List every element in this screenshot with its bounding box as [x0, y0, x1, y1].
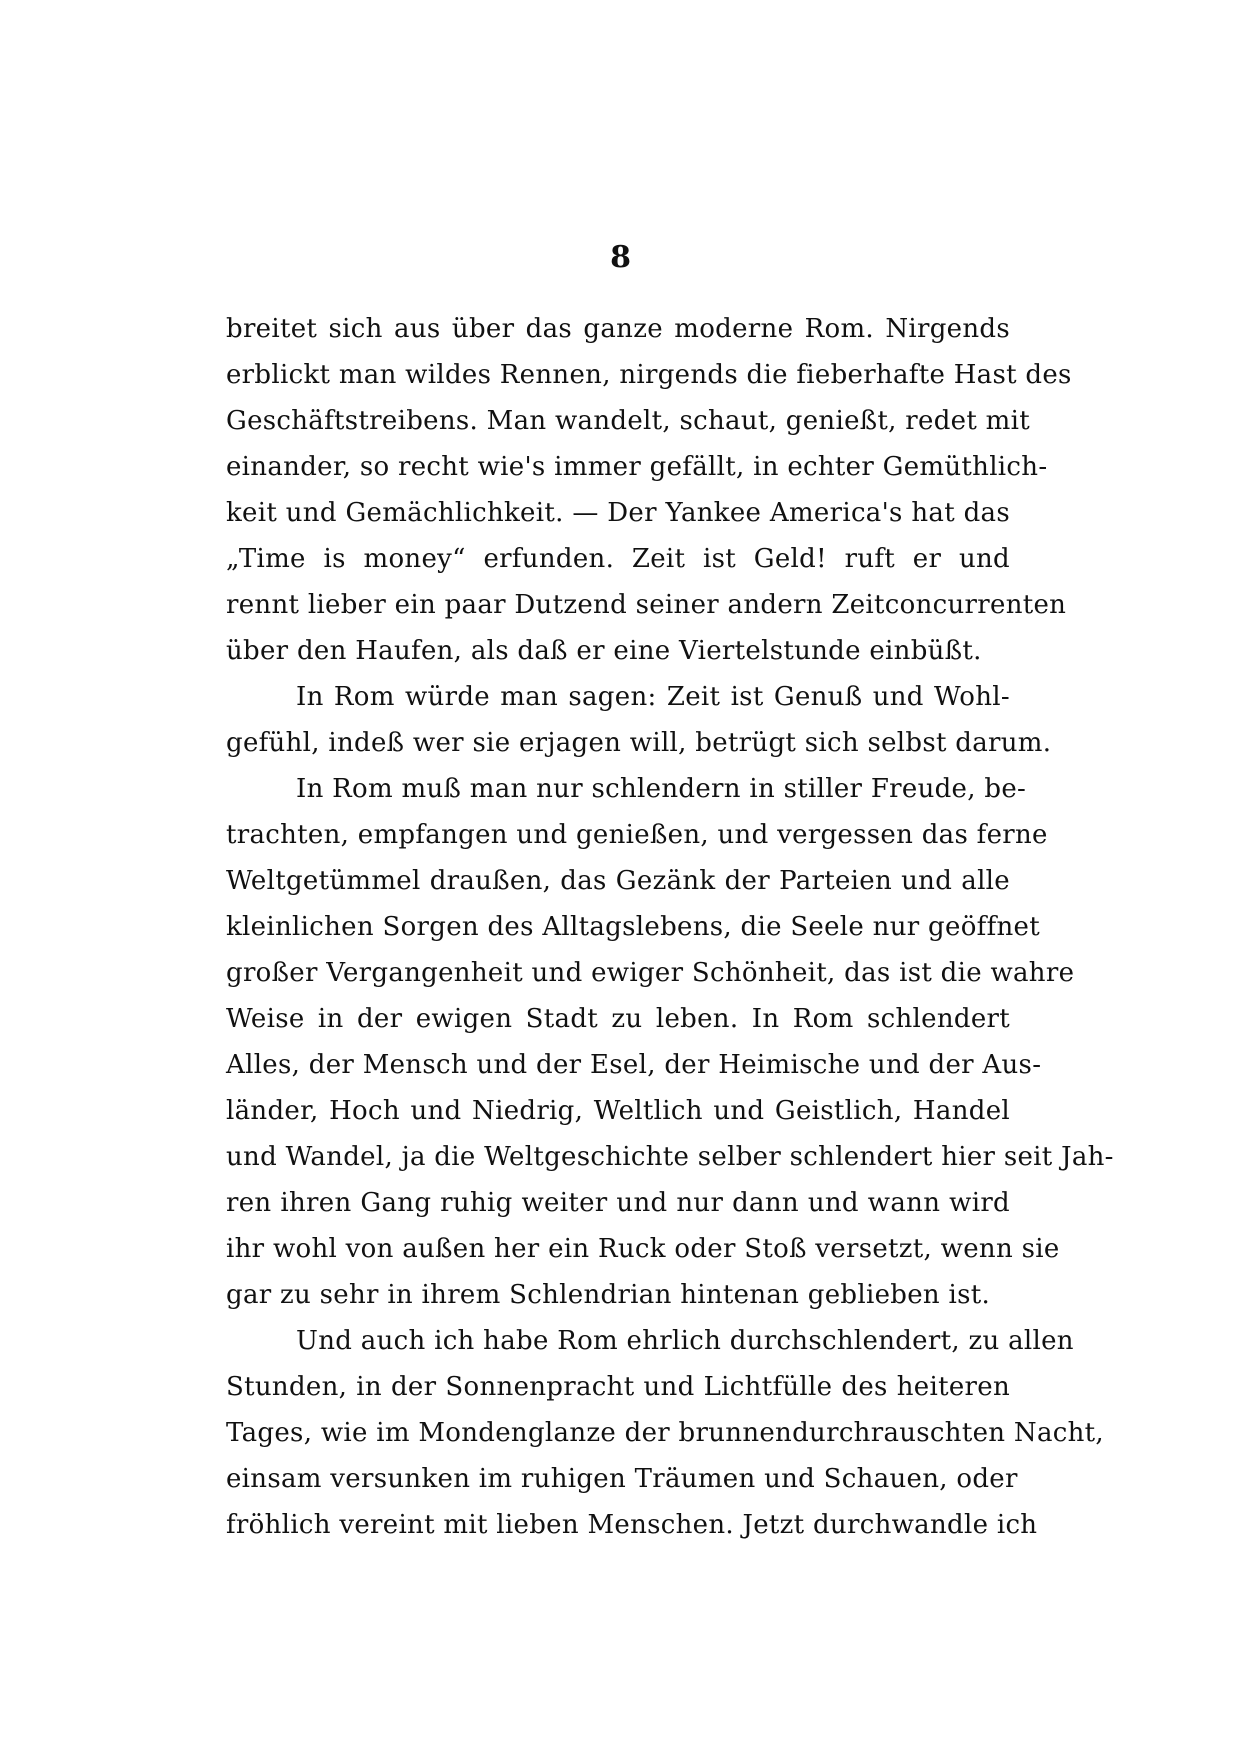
text-line: rennt lieber ein paar Dutzend seiner andern Zeitconcurrenten — [226, 590, 1067, 620]
text-line: Weise in der ewigen Stadt zu leben. In Rom schlendert — [226, 1004, 1010, 1034]
text-line: einander, so recht wie's immer gefällt, in echter Gemüthlich- — [226, 452, 1048, 482]
text-line: Und auch ich habe Rom ehrlich durchschlendert, zu allen — [296, 1326, 1074, 1356]
text-line: Geschäftstreibens. Man wandelt, schaut, genießt, redet mit — [226, 406, 1030, 436]
text-line: Alles, der Mensch und der Esel, der Heimische und der Aus- — [226, 1050, 1042, 1080]
text-line: gar zu sehr in ihrem Schlendrian hintenan geblieben ist. — [226, 1280, 991, 1310]
text-line: großer Vergangenheit und ewiger Schönheit, das ist die wahre — [226, 958, 1075, 988]
page-number: 8 — [610, 240, 631, 275]
text-line: breitet sich aus über das ganze moderne Rom. Nirgends — [226, 314, 1010, 344]
text-line: länder, Hoch und Niedrig, Weltlich und Geistlich, Handel — [226, 1096, 1010, 1126]
text-line: über den Haufen, als daß er eine Viertelstunde einbüßt. — [226, 636, 982, 666]
text-line: Stunden, in der Sonnenpracht und Lichtfülle des heiteren — [226, 1372, 1010, 1402]
text-line: „Time is money“ erfunden. Zeit ist Geld! ruft er und — [226, 544, 1010, 574]
body-text — [226, 306, 1114, 1540]
text-line: In Rom muß man nur schlendern in stiller Freude, be- — [296, 774, 1027, 804]
text-line: kleinlichen Sorgen des Alltagslebens, die Seele nur geöffnet — [226, 912, 1040, 942]
text-line: ihr wohl von außen her ein Ruck oder Stoß versetzt, wenn sie — [226, 1234, 1060, 1264]
text-line: gefühl, indeß wer sie erjagen will, betrügt sich selbst darum. — [226, 728, 1052, 758]
text-line: Tages, wie im Mondenglanze der brunnendurchrauschten Nacht, — [226, 1418, 1104, 1448]
text-line: einsam versunken im ruhigen Träumen und Schauen, oder — [226, 1464, 1018, 1494]
text-line: erblickt man wildes Rennen, nirgends die fieberhafte Hast des — [226, 360, 1072, 390]
text-line: und Wandel, ja die Weltgeschichte selber schlendert hier seit Jah- — [226, 1142, 1114, 1172]
text-line: trachten, empfangen und genießen, und vergessen das ferne — [226, 820, 1048, 850]
text-line: fröhlich vereint mit lieben Menschen. Jetzt durchwandle ich — [226, 1510, 1038, 1540]
text-line: ren ihren Gang ruhig weiter und nur dann und wann wird — [226, 1188, 1010, 1218]
text-line: keit und Gemächlichkeit. — Der Yankee America's hat das — [226, 498, 1010, 528]
text-line: Weltgetümmel draußen, das Gezänk der Parteien und alle — [226, 866, 1010, 896]
text-line: In Rom würde man sagen: Zeit ist Genuß und Wohl- — [296, 682, 1010, 712]
